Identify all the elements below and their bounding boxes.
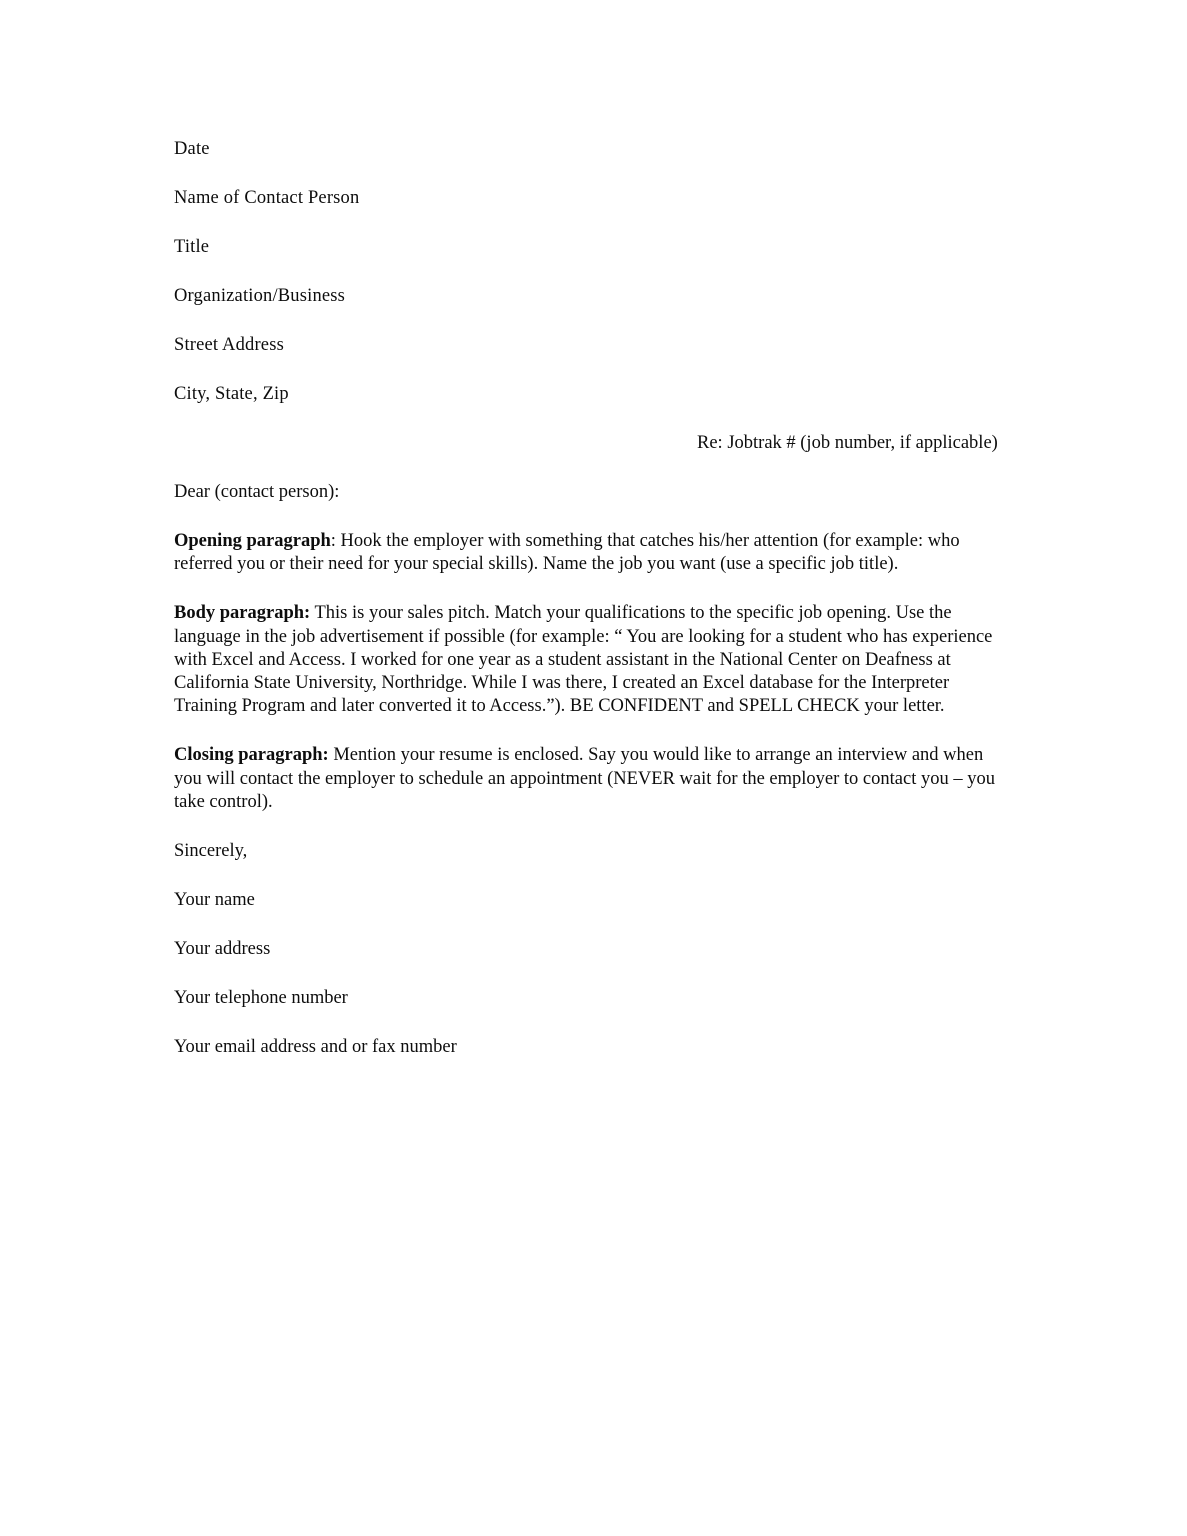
signature-line-name: Your name	[174, 890, 255, 911]
opening-paragraph-text: : Hook the employer with something that catches his/her attention (for example: who referred you or their need for your special skills). Name the job you want (use a specific job title).	[174, 531, 960, 575]
closing-paragraph-lead: Closing paragraph:	[174, 745, 329, 766]
header-line-city-state-zip: City, State, Zip	[174, 384, 289, 404]
letter-body	[174, 138, 1012, 1059]
reference-line: Re: Jobtrak # (job number, if applicable)	[697, 433, 998, 453]
closing-paragraph-text: Mention your resume is enclosed. Say you would like to arrange an interview and when you will contact the employer to schedule an appointment (NEVER wait for the employer to contact you – you take control).	[174, 745, 995, 812]
signature-line-telephone: Your telephone number	[174, 988, 348, 1009]
body-paragraph	[174, 602, 1012, 718]
body-paragraph-text: This is your sales pitch. Match your qualifications to the specific job opening. Use the language in the job advertisement if possible (for example: “ You are looking for a student who has experience with Excel and Access. I worked for one year as a student assistant in the National Center on Deafness at California State University, Northridge. While I was there, I created an Excel database for the Interpreter Training Program and later converted it to Access.”). BE CONFIDENT and SPELL CHECK your letter.	[174, 603, 993, 717]
header-line-title: Title	[174, 237, 210, 257]
header-line-date: Date	[174, 139, 210, 159]
recipient-address-block	[174, 138, 1012, 406]
salutation-line: Dear (contact person):	[174, 482, 340, 502]
header-line-organization: Organization/Business	[174, 286, 346, 306]
signature-line-address: Your address	[174, 939, 271, 960]
complimentary-close: Sincerely,	[174, 841, 248, 862]
closing-paragraph	[174, 744, 1012, 814]
header-line-street-address: Street Address	[174, 335, 284, 355]
body-paragraph-lead: Body paragraph:	[174, 603, 311, 624]
opening-paragraph-lead: Opening paragraph	[174, 531, 331, 551]
signature-line-email-fax: Your email address and or fax number	[174, 1037, 457, 1058]
opening-paragraph	[174, 530, 1012, 576]
signature-block	[174, 889, 1012, 1059]
header-line-contact-name: Name of Contact Person	[174, 188, 360, 208]
